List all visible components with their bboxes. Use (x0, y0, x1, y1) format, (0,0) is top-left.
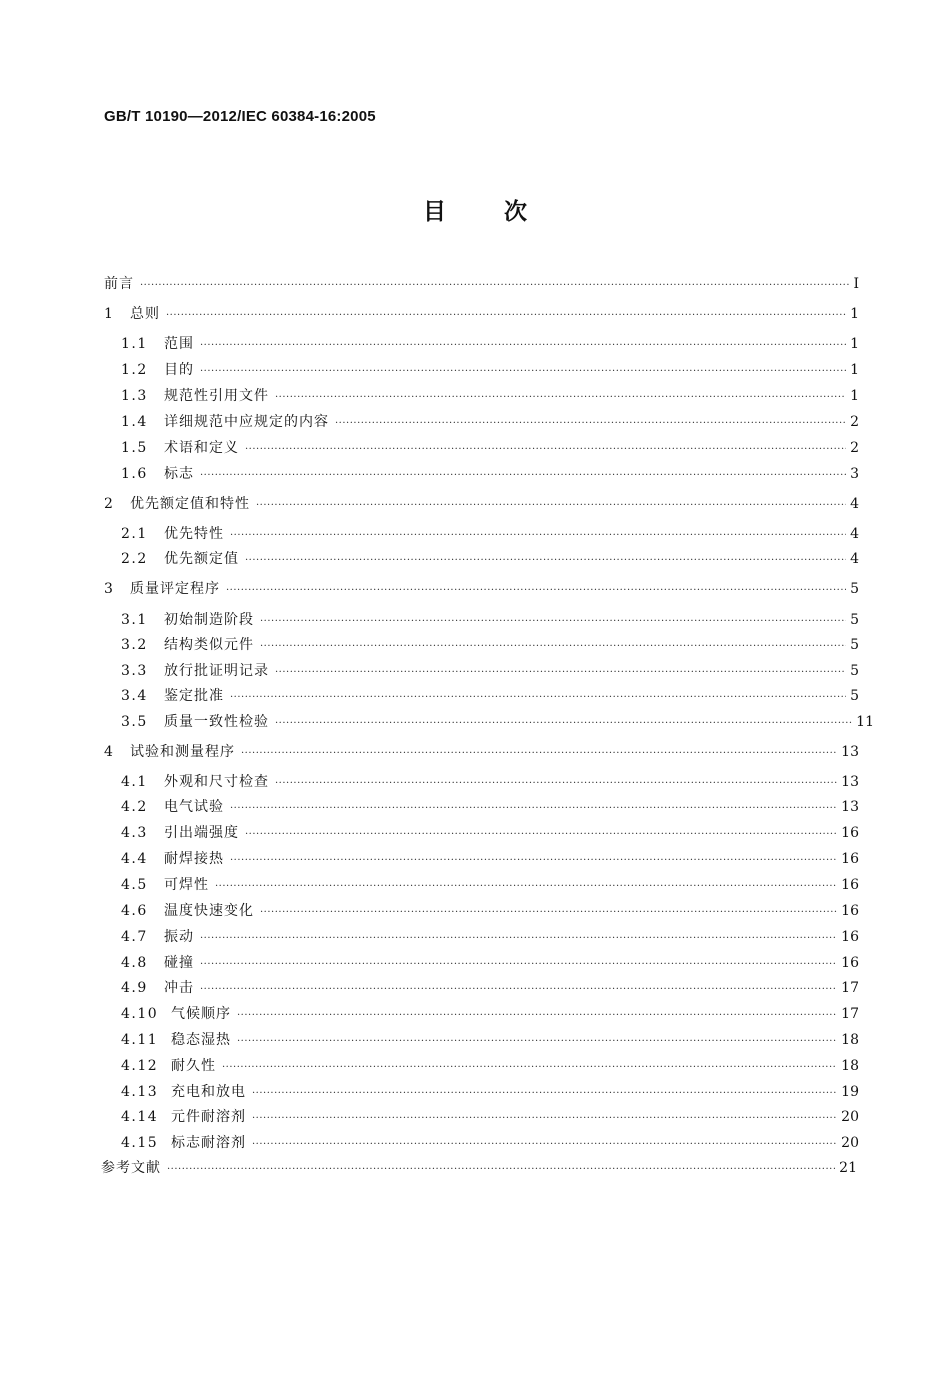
toc-leader-dots (237, 1031, 837, 1053)
toc-leader-dots (237, 1005, 837, 1027)
toc-entry-1-3[interactable] (121, 385, 859, 407)
page-title (0, 193, 950, 226)
toc-entry-page: 16 (841, 955, 859, 971)
toc-entry-number: 4 (104, 744, 115, 760)
toc-entry-label: 术语和定义 (164, 440, 239, 456)
toc-entry-page: 13 (841, 799, 859, 815)
toc-leader-dots (241, 743, 837, 765)
toc-entry-label: 碰撞 (164, 955, 194, 971)
toc-entry-label: 引出端强度 (164, 825, 239, 841)
toc-leader-dots (222, 1057, 837, 1079)
toc-entry-page: 21 (839, 1160, 857, 1176)
toc-leader-dots (260, 636, 846, 658)
toc-entry-page: 18 (841, 1058, 859, 1074)
toc-leader-dots (275, 773, 837, 795)
toc-leader-dots (166, 305, 846, 327)
toc-entry-page: 5 (850, 688, 859, 704)
toc-entry-label: 温度快速变化 (164, 903, 254, 919)
toc-entry-number: 1.6 (121, 466, 148, 482)
toc-entry-page: 1 (850, 306, 859, 322)
toc-entry-label: 质量一致性检验 (164, 714, 269, 730)
toc-leader-dots (200, 465, 846, 487)
toc-entry-number: 1.4 (121, 414, 148, 430)
toc-entry-number: 4.13 (121, 1084, 159, 1100)
toc-leader-dots (230, 525, 846, 547)
toc-entry-4-1[interactable] (121, 771, 859, 793)
toc-entry-label: 优先特性 (164, 526, 224, 542)
toc-entry-page: 19 (841, 1084, 859, 1100)
toc-entry-page: 18 (841, 1032, 859, 1048)
toc-entry-number: 1.3 (121, 388, 148, 404)
toc-entry-4-15[interactable] (121, 1132, 859, 1154)
toc-leader-dots (140, 275, 849, 297)
toc-entry-number: 4.8 (121, 955, 148, 971)
toc-entry-3-1[interactable] (121, 609, 859, 631)
toc-entry-1-5[interactable] (121, 437, 859, 459)
toc-leader-dots (275, 713, 852, 735)
toc-entry-page: 16 (841, 903, 859, 919)
toc-leader-dots (275, 387, 846, 409)
toc-entry-label: 总则 (130, 306, 160, 322)
toc-leader-dots (245, 824, 837, 846)
toc-entry-4-11[interactable] (121, 1029, 859, 1051)
toc-entry-number: 3.2 (121, 637, 148, 653)
toc-leader-dots (226, 580, 846, 602)
toc-leader-dots (200, 954, 837, 976)
toc-entry-4-9[interactable] (121, 977, 859, 999)
toc-leader-dots (260, 902, 837, 924)
toc-entry-number: 4.15 (121, 1135, 159, 1151)
toc-entry-label: 耐焊接热 (164, 851, 224, 867)
toc-entry-label: 参考文献 (101, 1160, 161, 1176)
page-title-char-2: 次 (504, 199, 527, 225)
toc-entry-3[interactable] (104, 578, 859, 600)
toc-entry-label: 放行批证明记录 (164, 663, 269, 679)
toc-entry-label: 外观和尺寸检查 (164, 774, 269, 790)
toc-entry-label: 可焊性 (164, 877, 209, 893)
toc-entry-label: 鉴定批准 (164, 688, 224, 704)
toc-leader-dots (260, 611, 846, 633)
toc-entry-3-4[interactable] (121, 685, 859, 707)
toc-entry-label: 耐久性 (171, 1058, 216, 1074)
toc-entry-number: 3.4 (121, 688, 148, 704)
toc-leader-dots (230, 850, 837, 872)
toc-entry-number: 1.2 (121, 362, 148, 378)
toc-entry-number: 2.2 (121, 551, 148, 567)
toc-entry-page: 1 (850, 362, 859, 378)
toc-entry-page: 11 (856, 714, 874, 730)
toc-leader-dots (167, 1159, 835, 1181)
toc-entry-3-2[interactable] (121, 634, 859, 656)
toc-entry-page: 4 (850, 496, 859, 512)
toc-entry-page: 1 (850, 336, 859, 352)
toc-leader-dots (245, 550, 846, 572)
toc-entry-page: 16 (841, 929, 859, 945)
toc-entry-page: 16 (841, 851, 859, 867)
toc-leader-dots (256, 495, 846, 517)
toc-entry-number: 4.12 (121, 1058, 159, 1074)
toc-entry-label: 充电和放电 (171, 1084, 246, 1100)
toc-leader-dots (200, 979, 837, 1001)
toc-entry-label: 冲击 (164, 980, 194, 996)
toc-entry-2[interactable] (104, 493, 859, 515)
toc-entry-label: 详细规范中应规定的内容 (164, 414, 329, 430)
toc-entry-number: 4.3 (121, 825, 148, 841)
toc-entry-number: 4.5 (121, 877, 148, 893)
toc-entry-4-2[interactable] (121, 796, 859, 818)
toc-leader-dots (252, 1108, 837, 1130)
toc-entry-page: Ⅰ (853, 276, 859, 292)
toc-entry-preface[interactable] (104, 273, 859, 295)
toc-entry-page: 16 (841, 825, 859, 841)
toc-entry-page: 13 (841, 744, 859, 760)
toc-leader-dots (200, 335, 846, 357)
toc-entry-label: 目的 (164, 362, 194, 378)
toc-entry-page: 20 (841, 1109, 859, 1125)
toc-entry-number: 3.1 (121, 612, 148, 628)
toc-entry-label: 规范性引用文件 (164, 388, 269, 404)
toc-entry-page: 5 (850, 612, 859, 628)
toc-entry-label: 标志耐溶剂 (171, 1135, 246, 1151)
toc-leader-dots (200, 361, 846, 383)
toc-entry-page: 5 (850, 581, 859, 597)
toc-entry-4-7[interactable] (121, 926, 859, 948)
toc-entry-number: 4.11 (121, 1032, 159, 1048)
toc-entry-4-8[interactable] (121, 952, 859, 974)
toc-entry-1-2[interactable] (121, 359, 859, 381)
toc-entry-4-6[interactable] (121, 900, 859, 922)
toc-entry-number: 4.1 (121, 774, 148, 790)
toc-entry-page: 1 (850, 388, 859, 404)
page-title-char-1: 目 (423, 199, 446, 225)
toc-leader-dots (335, 413, 846, 435)
toc-entry-number: 4.6 (121, 903, 148, 919)
toc-entry-number: 4.14 (121, 1109, 159, 1125)
toc-entry-number: 3 (104, 581, 115, 597)
toc-entry-4-10[interactable] (121, 1003, 859, 1025)
toc-leader-dots (230, 798, 837, 820)
toc-entry-page: 17 (841, 980, 859, 996)
toc-leader-dots (252, 1083, 837, 1105)
toc-entry-page: 17 (841, 1006, 859, 1022)
toc-entry-page: 16 (841, 877, 859, 893)
toc-entry-number: 4.10 (121, 1006, 159, 1022)
toc-entry-page: 3 (850, 466, 859, 482)
toc-entry-page: 13 (841, 774, 859, 790)
toc-entry-4-5[interactable] (121, 874, 859, 896)
toc-entry-label: 优先额定值 (164, 551, 239, 567)
toc-entry-number: 2 (104, 496, 115, 512)
toc-entry-references[interactable] (101, 1157, 857, 1179)
toc-leader-dots (245, 439, 846, 461)
toc-entry-number: 1 (104, 306, 115, 322)
toc-entry-label: 初始制造阶段 (164, 612, 254, 628)
toc-entry-4-14[interactable] (121, 1106, 859, 1128)
toc-entry-label: 优先额定值和特性 (130, 496, 250, 512)
toc-entry-4-3[interactable] (121, 822, 859, 844)
toc-entry-4-12[interactable] (121, 1055, 859, 1077)
toc-entry-4-13[interactable] (121, 1081, 859, 1103)
toc-entry-2-1[interactable] (121, 523, 859, 545)
toc-entry-number: 4.4 (121, 851, 148, 867)
toc-entry-label: 标志 (164, 466, 194, 482)
toc-entry-label: 电气试验 (164, 799, 224, 815)
toc-entry-label: 前言 (104, 276, 134, 292)
toc-entry-label: 振动 (164, 929, 194, 945)
standard-code: GB/T 10190—2012/IEC 60384-16:2005 (104, 108, 376, 125)
toc-entry-number: 3.3 (121, 663, 148, 679)
toc-leader-dots (275, 662, 846, 684)
toc-entry-1-4[interactable] (121, 411, 859, 433)
toc-entry-label: 试验和测量程序 (130, 744, 235, 760)
toc-entry-1-6[interactable] (121, 463, 859, 485)
toc-entry-label: 质量评定程序 (130, 581, 220, 597)
toc-entry-number: 2.1 (121, 526, 148, 542)
toc-entry-2-2[interactable] (121, 548, 859, 570)
toc-entry-label: 结构类似元件 (164, 637, 254, 653)
toc-entry-3-3[interactable] (121, 660, 859, 682)
toc-leader-dots (230, 687, 846, 709)
toc-entry-3-5[interactable] (121, 711, 874, 733)
toc-entry-label: 稳态湿热 (171, 1032, 231, 1048)
toc-entry-page: 2 (850, 414, 859, 430)
toc-entry-label: 元件耐溶剂 (171, 1109, 246, 1125)
toc-entry-page: 5 (850, 637, 859, 653)
toc-entry-page: 20 (841, 1135, 859, 1151)
toc-entry-number: 4.9 (121, 980, 148, 996)
toc-leader-dots (200, 928, 837, 950)
toc-entry-label: 范围 (164, 336, 194, 352)
toc-entry-page: 5 (850, 663, 859, 679)
toc-leader-dots (252, 1134, 837, 1156)
toc-entry-1[interactable] (104, 303, 859, 325)
toc-entry-number: 1.1 (121, 336, 148, 352)
toc-entry-4[interactable] (104, 741, 859, 763)
toc-entry-4-4[interactable] (121, 848, 859, 870)
toc-entry-number: 4.2 (121, 799, 148, 815)
toc-entry-1-1[interactable] (121, 333, 859, 355)
toc-entry-number: 4.7 (121, 929, 148, 945)
toc-entry-number: 1.5 (121, 440, 148, 456)
toc-entry-number: 3.5 (121, 714, 148, 730)
toc-entry-label: 气候顺序 (171, 1006, 231, 1022)
toc-entry-page: 4 (850, 551, 859, 567)
toc-leader-dots (215, 876, 837, 898)
toc-entry-page: 4 (850, 526, 859, 542)
toc-entry-page: 2 (850, 440, 859, 456)
